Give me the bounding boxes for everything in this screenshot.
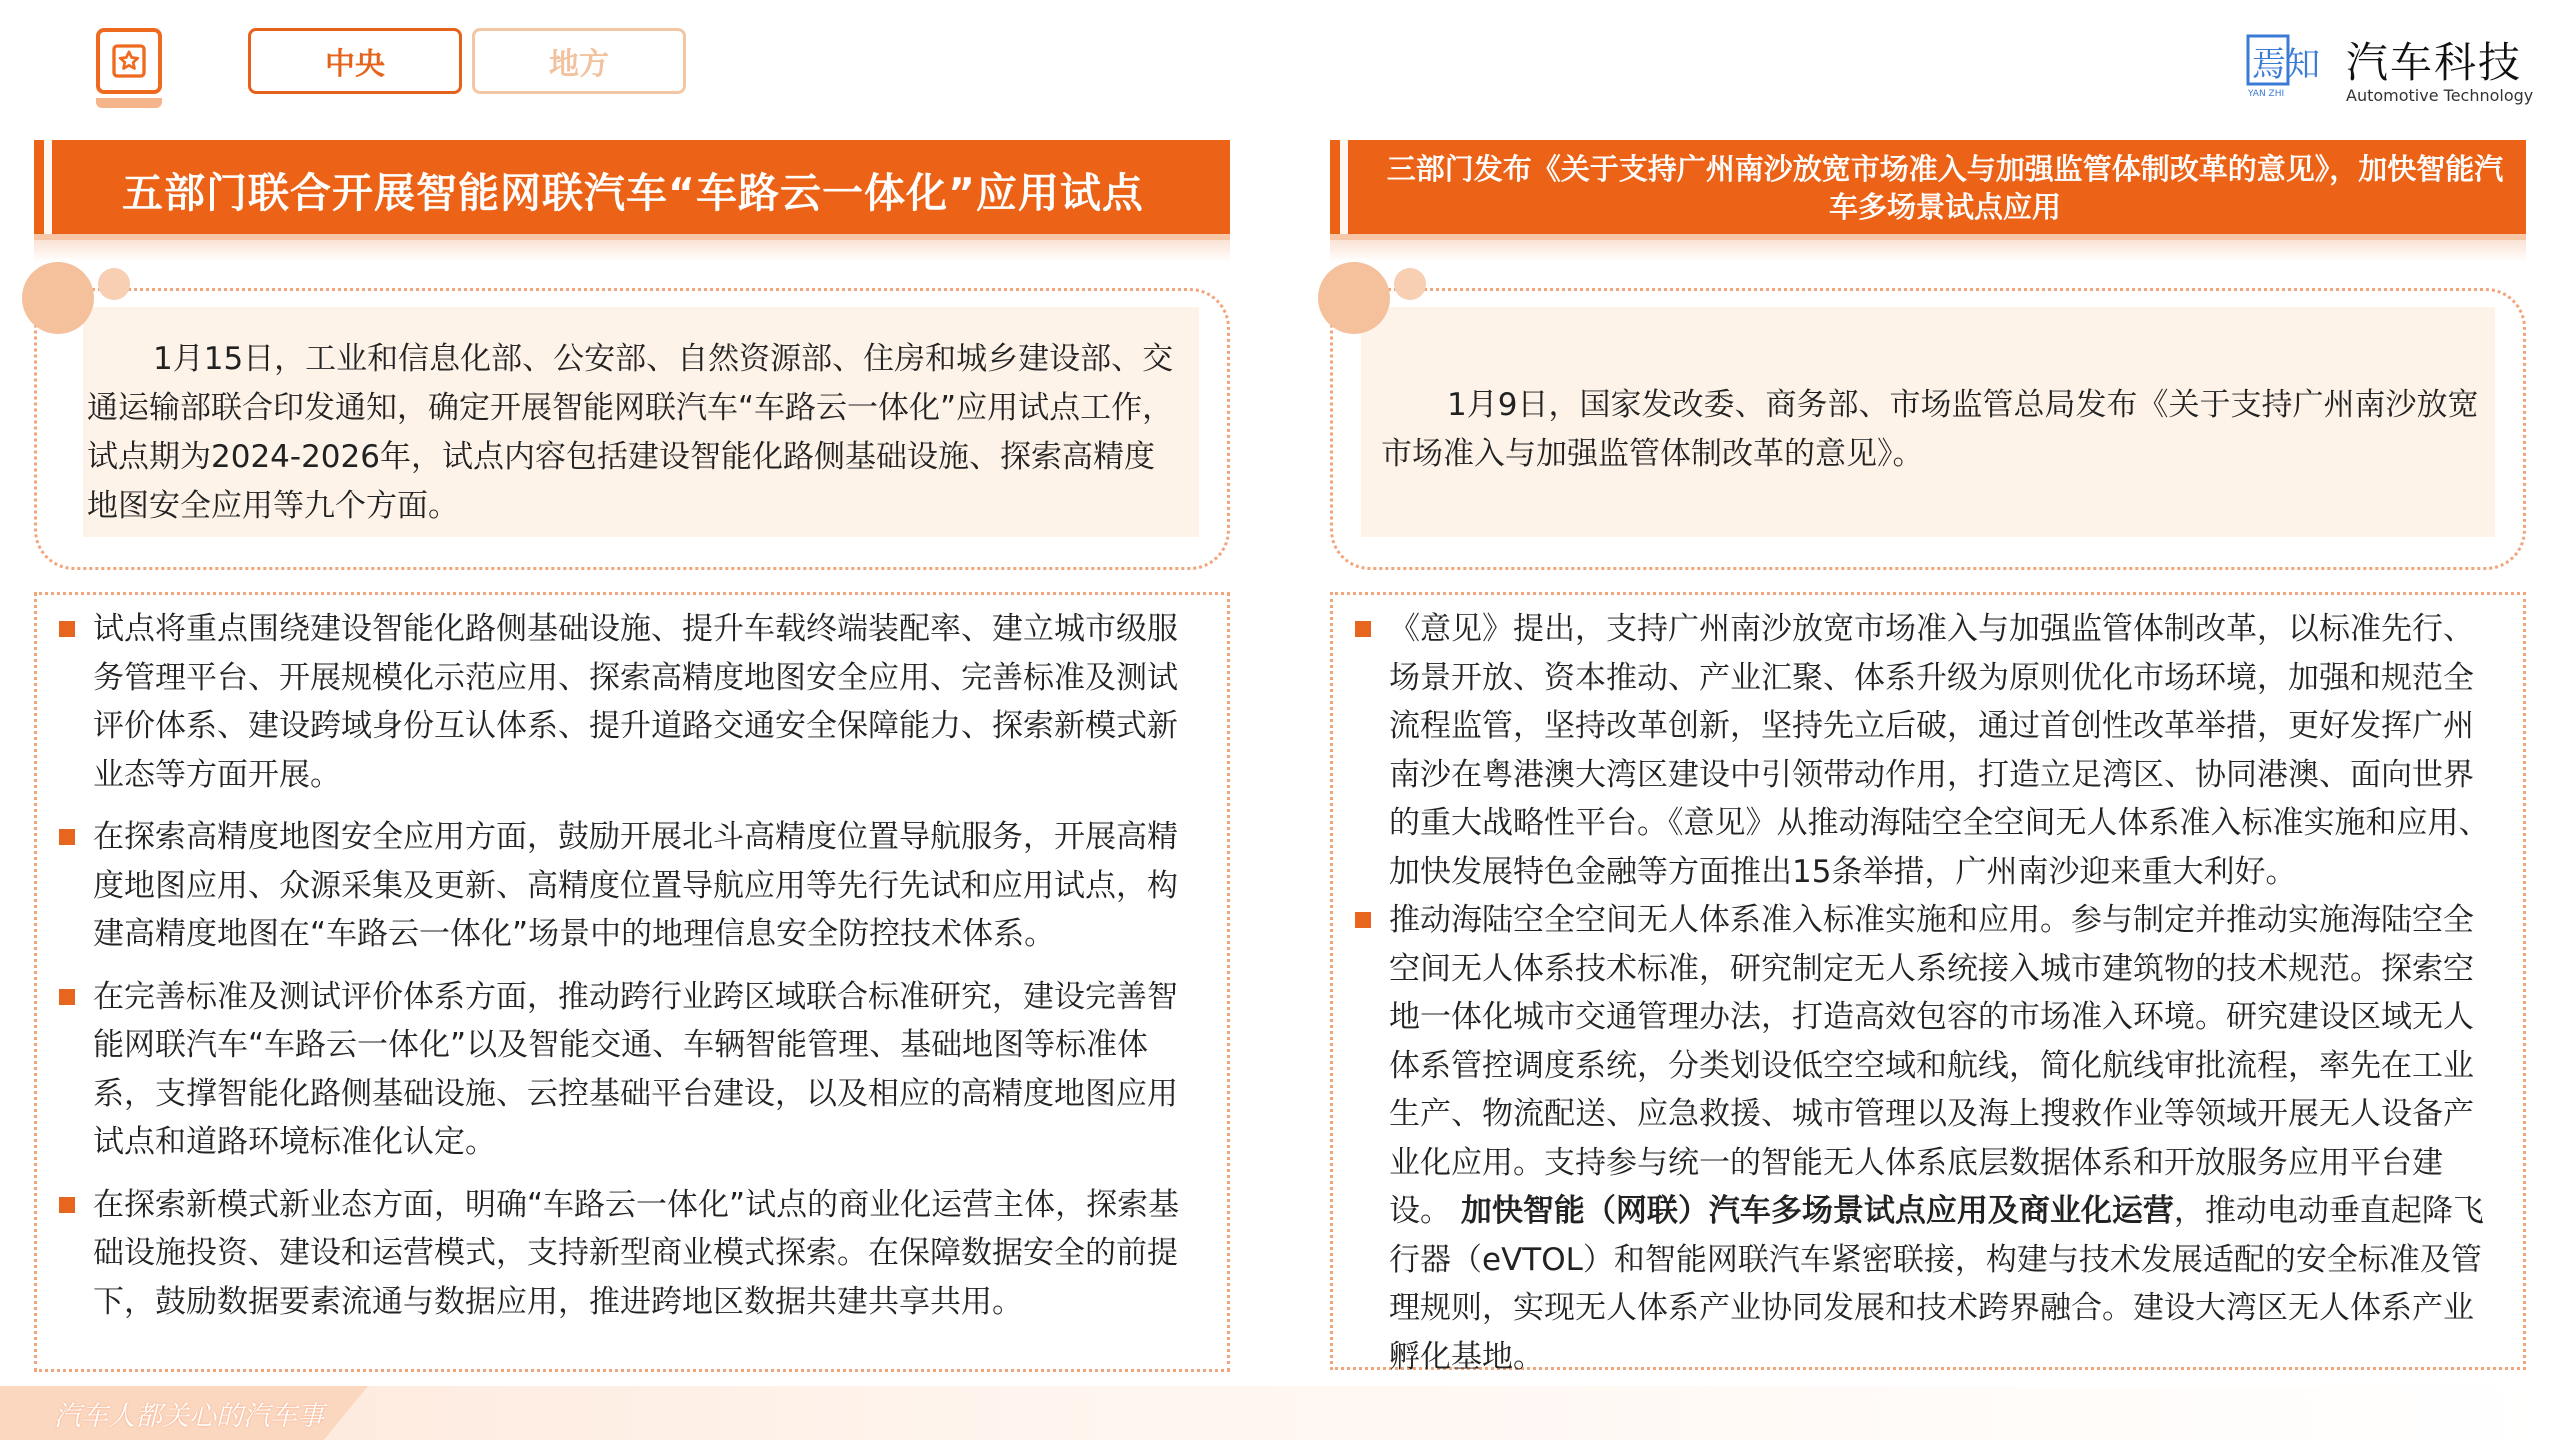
decor-circle-small xyxy=(98,268,130,300)
list-item xyxy=(1351,896,2503,1381)
bullet-square-icon xyxy=(1355,621,1371,637)
right-bullet-list xyxy=(1351,605,2503,1381)
footer-slogan: 汽车人都关心的汽车事 xyxy=(54,1401,324,1432)
bullet-bold-text: 加快智能（网联）汽车多场景试点应用及商业化运营 xyxy=(1460,1193,2174,1229)
list-item xyxy=(55,973,1207,1167)
brand-name: 汽车科技 xyxy=(2346,38,2523,87)
list-item xyxy=(55,605,1207,799)
left-bullet-list xyxy=(55,605,1207,1340)
header-shadow xyxy=(1330,240,2526,262)
section-badge xyxy=(96,28,162,94)
left-summary-text: 1月15日，工业和信息化部、公安部、自然资源部、住房和城乡建设部、交通运输部联合印发通知，确定开展智能网联汽车“车路云一体化”应用试点工作，试点期为2024-2026年，试点内容包括建设智能化路侧基础设施、探索高精度地图安全应用等九个方面。 xyxy=(87,341,1174,524)
list-item xyxy=(55,813,1207,959)
brand-logo-char: 焉知 xyxy=(2252,45,2320,85)
list-item xyxy=(1351,605,2503,896)
brand-logo-small: YAN ZHI xyxy=(2248,89,2285,99)
bullet-text: 在完善标准及测试评价体系方面，推动跨行业跨区域联合标准研究，建设完善智能网联汽车“车路云一体化”以及智能交通、车辆智能管理、基础地图等标准体系，支撑智能化路侧基础设施、云控基础平台建设，以及相应的高精度地图应用试点和道路环境标准化认定。 xyxy=(93,978,1178,1160)
tab-local[interactable]: 地方 xyxy=(472,28,686,94)
star-icon xyxy=(109,41,149,81)
bullet-square-icon xyxy=(59,989,75,1005)
brand-logo-icon xyxy=(2246,34,2332,100)
bullet-text: 试点将重点围绕建设智能化路侧基础设施、提升车载终端装配率、建立城市级服务管理平台、开展规模化示范应用、探索高精度地图安全应用、完善标准及测试评价体系、建设跨域身份互认体系、提升道路交通安全保障能力、探索新模式新业态等方面开展。 xyxy=(93,611,1178,793)
bullet-square-icon xyxy=(59,829,75,845)
bullet-square-icon xyxy=(59,621,75,637)
right-section-title: 三部门发布《关于支持广州南沙放宽市场准入与加强监管体制改革的意见》，加快智能汽车多场景试点应用 xyxy=(1386,152,2504,224)
header-shadow xyxy=(34,240,1230,262)
footer-strip xyxy=(0,1386,2560,1440)
bullet-text: 《意见》提出，支持广州南沙放宽市场准入与加强监管体制改革，以标准先行、场景开放、资本推动、产业汇聚、体系升级为原则优化市场环境，加强和规范全流程监管，坚持改革创新，坚持先立后破，通过首创性改革举措，更好发挥广州南沙在粤港澳大湾区建设中引领带动作用，打造立足湾区、协同港澳、面向世界的重大战略性平台。《意见》从推动海陆空全空间无人体系准入标准实施和应用、加快发展特色金融等方面推出15条举措，广州南沙迎来重大利好。 xyxy=(1389,611,2490,890)
bullet-text-tail: ，推动电动垂直起降飞行器（eVTOL）和智能网联汽车紧密联接，构建与技术发展适配的安全标准及管理规则，实现无人体系产业协同发展和技术跨界融合。建设大湾区无人体系产业孵化基地。 xyxy=(1389,1193,2484,1375)
list-item xyxy=(55,1181,1207,1327)
bullet-square-icon xyxy=(59,1197,75,1213)
bullet-text: 推动海陆空全空间无人体系准入标准实施和应用。参与制定并推动实施海陆空全空间无人体系技术标准，研究制定无人系统接入城市建筑物的技术规范。探索空地一体化城市交通管理办法，打造高效包容的市场准入环境。研究建设区域无人体系管控调度系统，分类划设低空空域和航线，简化航线审批流程，率先在工业生产、物流配送、应急救援、城市管理以及海上搜救作业等领域开展无人设备产业化应用。支持参与统一的智能无人体系底层数据体系和开放服务应用平台建设。 xyxy=(1389,902,2474,1229)
header-accent-bar xyxy=(44,140,52,234)
decor-circle xyxy=(1318,262,1390,334)
right-bullet-box xyxy=(1330,592,2526,1375)
left-summary-box xyxy=(34,288,1230,570)
decor-circle-small xyxy=(1394,268,1426,300)
bullet-text: 在探索高精度地图安全应用方面，鼓励开展北斗高精度位置导航服务，开展高精度地图应用、众源采集及更新、高精度位置导航应用等先行先试和应用试点，构建高精度地图在“车路云一体化”场景中的地理信息安全防控技术体系。 xyxy=(93,819,1178,952)
left-section-header xyxy=(34,140,1230,234)
header-accent-bar xyxy=(1340,140,1348,234)
tab-central[interactable]: 中央 xyxy=(248,28,462,94)
left-bullet-box xyxy=(34,592,1230,1372)
decor-circle xyxy=(22,262,94,334)
bullet-text: 在探索新模式新业态方面，明确“车路云一体化”试点的商业化运营主体，探索基础设施投资、建设和运营模式，支持新型商业模式探索。在保障数据安全的前提下，鼓励数据要素流通与数据应用，推进跨地区数据共建共享共用。 xyxy=(93,1186,1180,1320)
brand-subtitle: Automotive Technology xyxy=(2346,86,2534,105)
right-section-header xyxy=(1330,140,2526,234)
right-summary-text: 1月9日，国家发改委、商务部、市场监管总局发布《关于支持广州南沙放宽市场准入与加强监管体制改革的意见》。 xyxy=(1381,387,2479,472)
bullet-square-icon xyxy=(1355,912,1371,928)
right-summary-box xyxy=(1330,288,2526,570)
left-section-title: 五部门联合开展智能网联汽车“车路云一体化”应用试点 xyxy=(122,169,1144,217)
